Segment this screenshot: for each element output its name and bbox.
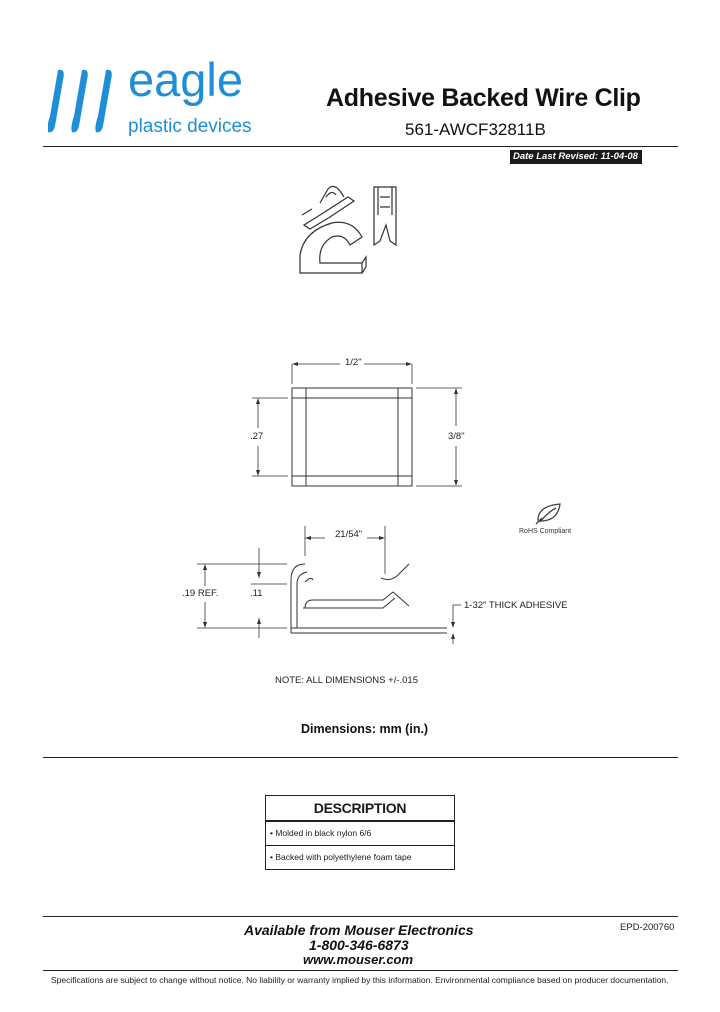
epd-number: EPD-200760 (620, 922, 675, 933)
dim-inner-height: .27 (250, 431, 264, 442)
footer-rule (43, 916, 678, 917)
header-rule (43, 146, 678, 147)
clip-isometric-sketch (290, 175, 410, 280)
dim-slot-width: 21/54" (335, 529, 363, 540)
description-table (265, 795, 455, 870)
logo-subtitle: plastic devices (128, 116, 252, 137)
description-heading: DESCRIPTION (266, 796, 454, 822)
disclaimer-rule (43, 970, 678, 971)
dimension-note: NOTE: ALL DIMENSIONS +/-.015 (275, 675, 418, 686)
drawing-rule (43, 757, 678, 758)
dim-outer-height: 3/8" (448, 431, 465, 442)
top-view-drawing (240, 350, 480, 495)
date-revised-badge: Date Last Revised: 11-04-08 (510, 150, 642, 164)
footer-phone[interactable]: 1-800-346-6873 (309, 937, 409, 953)
logo-wordmark: eagle (128, 53, 243, 106)
side-view-drawing (195, 520, 595, 645)
part-number: 561-AWCF32811B (405, 120, 546, 139)
rohs-label: RoHS Compliant (519, 528, 572, 535)
logo-stripes (48, 66, 128, 138)
dim-inner-clip-height: .11 (250, 588, 263, 599)
description-item: • Molded in black nylon 6/6 (266, 822, 454, 846)
dim-adhesive-thickness: 1-32" THICK ADHESIVE (464, 600, 568, 611)
dim-top-width: 1/2" (345, 357, 362, 368)
page-title: Adhesive Backed Wire Clip (326, 84, 641, 112)
dim-ref-height: .19 REF. (182, 588, 219, 599)
description-item: • Backed with polyethylene foam tape (270, 852, 412, 862)
footer-website-link[interactable]: www.mouser.com (303, 952, 414, 967)
footer-availability: Available from Mouser Electronics (244, 922, 474, 938)
dimensions-caption: Dimensions: mm (in.) (301, 722, 429, 736)
footer-disclaimer: Specifications are subject to change without notice. No liability or warranty implied by this information. Environmental compliance based on producer documentation. (51, 975, 669, 985)
